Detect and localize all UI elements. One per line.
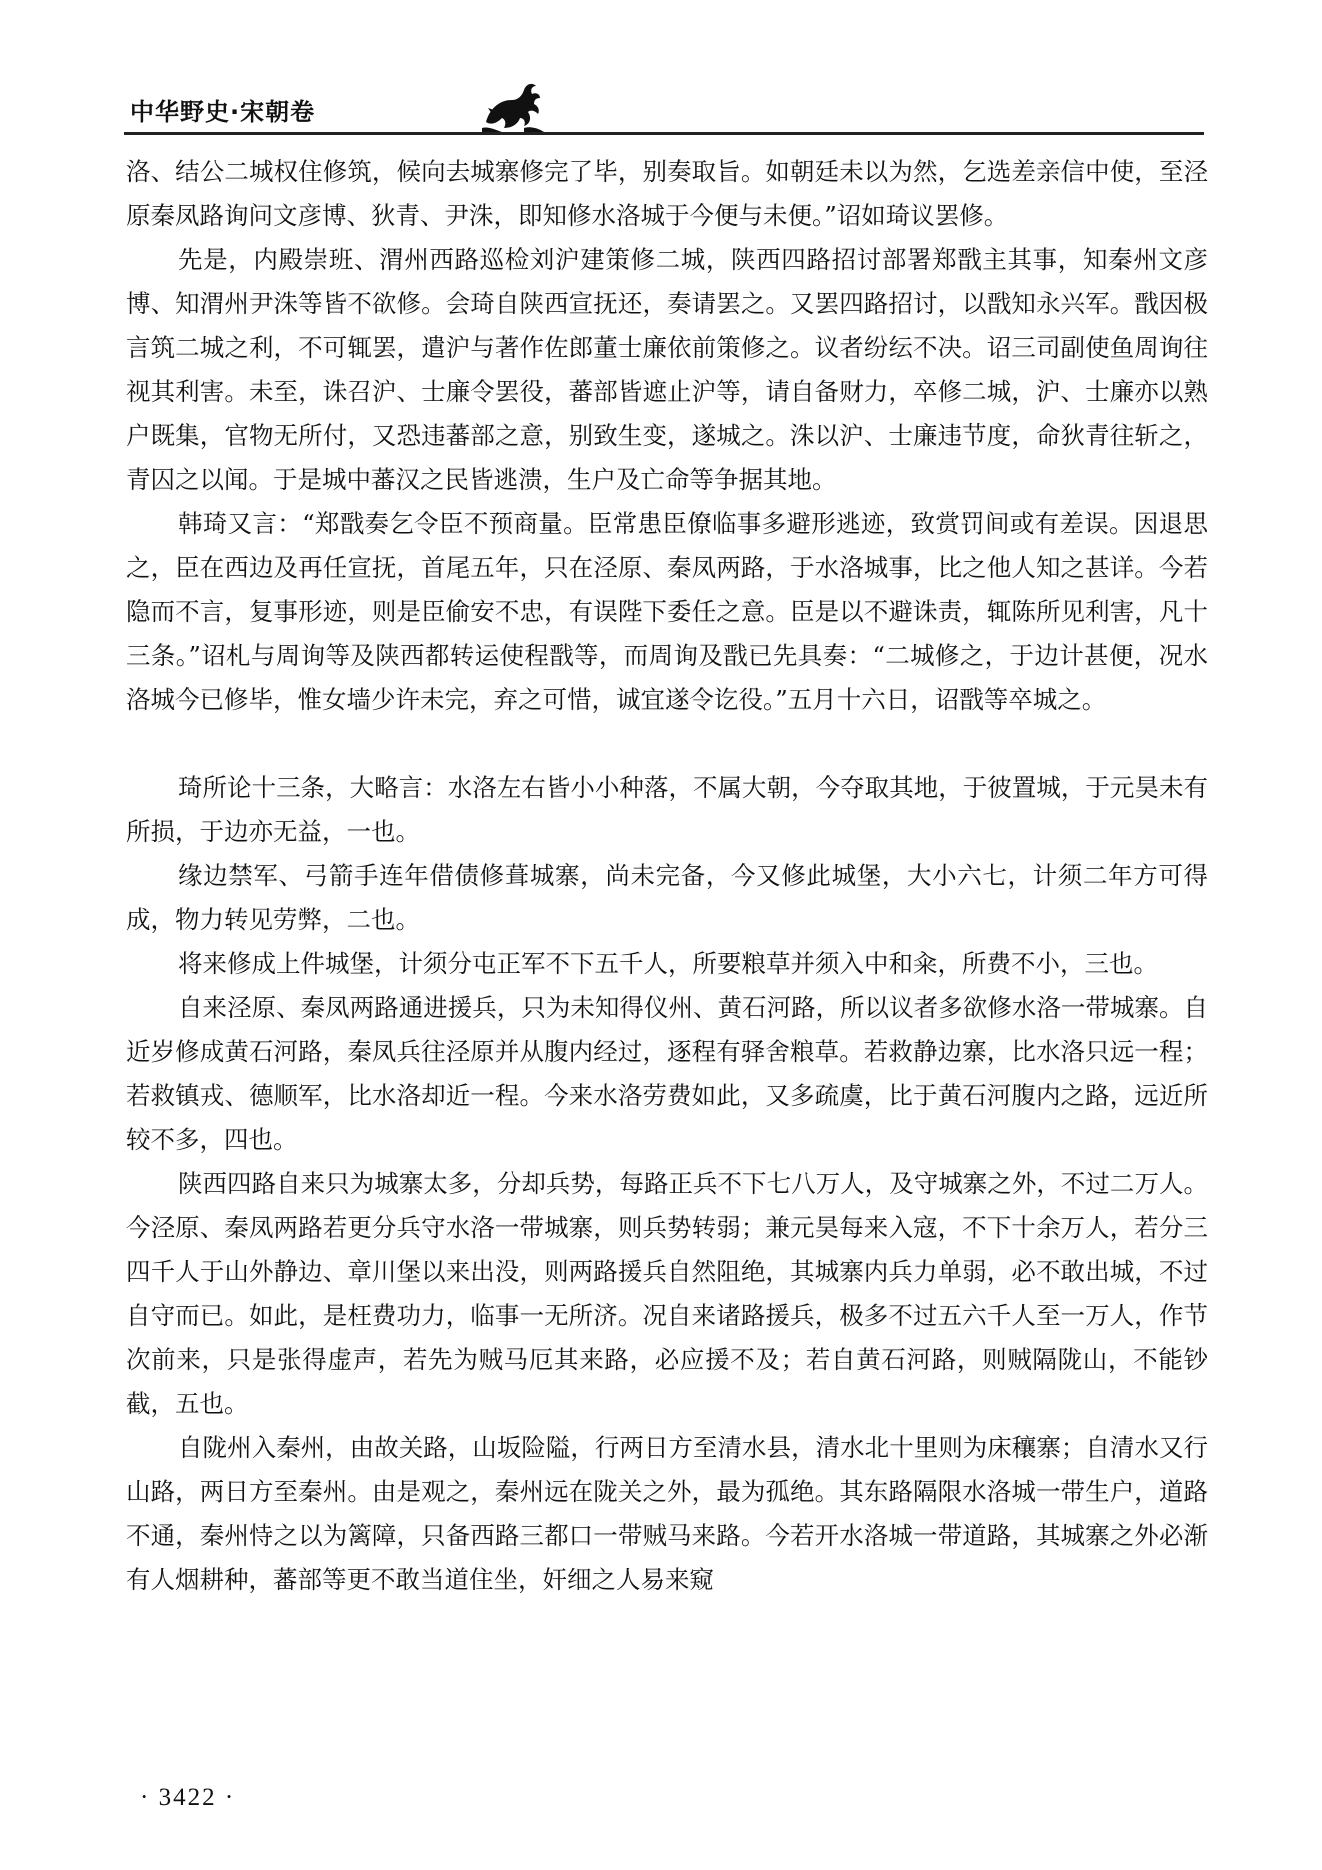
paragraph: 自陇州入秦州，由故关路，山坂险隘，行两日方至清水县，清水北十里则为床穰寨；自清水又行山路，两日方至秦州。由是观之，秦州远在陇关之外，最为孤绝。其东路隔限水洛城一带生户，道路不通，秦州恃之以为篱障，只备西路三都口一带贼马来路。今若开水洛城一带道路，其城寨之外必渐有人烟耕种，蕃部等更不敢当道住坐，奸细之人易来窥: [126, 1433, 1208, 1594]
page-number: · 3422 ·: [140, 1784, 236, 1811]
paragraph: 自来泾原、秦凤两路通进援兵，只为未知得仪州、黄石河路，所以议者多欲修水洛一带城寨。自近岁修成黄石河路，秦凤兵往泾原并从腹内经过，逐程有驿舍粮草。若救静边寨，比水洛只远一程；若救镇戎、德顺军，比水洛却近一程。今来水洛劳费如此，又多疏虞，比于黄石河腹内之路，远近所较不多，四也。: [126, 993, 1208, 1154]
paragraph: 琦所论十三条，大略言：水洛左右皆小小种落，不属大朝，今夺取其地，于彼置城，于元昊未有所损，于边亦无益，一也。: [126, 773, 1208, 846]
page-header: [124, 78, 1204, 144]
paragraph: 缘边禁军、弓箭手连年借债修葺城寨，尚未完备，今又修此城堡，大小六七，计须二年方可得成，物力转见劳弊，二也。: [126, 861, 1208, 934]
paragraph: 先是，内殿崇班、渭州西路巡检刘沪建策修二城，陕西四路招讨部署郑戬主其事，知秦州文彦博、知渭州尹洙等皆不欲修。会琦自陕西宣抚还，奏请罢之。又罢四路招讨，以戬知永兴军。戬因极言筑二城之利，不可辄罢，遣沪与著作佐郎董士廉依前策修之。议者纷纭不决。诏三司副使鱼周询往视其利害。未至，诛召沪、士廉令罢役，蕃部皆遮止沪等，请自备财力，卒修二城，沪、士廉亦以熟户既集，官物无所付，又恐违蕃部之意，别致生变，遂城之。洙以沪、士廉违节度，命狄青往斩之，青囚之以闻。于是城中蕃汉之民皆逃溃，生户及亡命等争据其地。: [126, 245, 1208, 494]
paragraph: 韩琦又言：“郑戬奏乞令臣不预商量。臣常患臣僚临事多避形逃迹，致赏罚间或有差误。因退思之，臣在西边及再任宣抚，首尾五年，只在泾原、秦凤两路，于水洛城事，比之他人知之甚详。今若隐而不言，复事形迹，则是臣偷安不忠，有误陛下委任之意。臣是以不避诛责，辄陈所见利害，凡十三条。”诏札与周询等及陕西都转运使程戬等，而周询及戬已先具奏：“二城修之，于边计甚便，况水洛城今已修毕，惟女墙少许未完，弃之可惜，诚宜遂令讫役。”五月十六日，诏戬等卒城之。: [126, 509, 1208, 714]
paragraph: 将来修成上件城堡，计须分屯正军不下五千人，所要粮草并须入中和籴，所费不小，三也。: [178, 949, 1158, 978]
section-break: [126, 722, 1208, 766]
dragon-emblem-icon: [478, 78, 550, 136]
page-body: [126, 150, 1208, 1602]
header-divider: [124, 132, 1204, 135]
book-title: 中华野史·宋朝卷: [130, 98, 316, 126]
paragraph: 陕西四路自来只为城寨太多，分却兵势，每路正兵不下七八万人，及守城寨之外，不过二万人。今泾原、秦凤两路若更分兵守水洛一带城寨，则兵势转弱；兼元昊每来入寇，不下十余万人，若分三四千人于山外静边、章川堡以来出没，则两路援兵自然阻绝，其城寨内兵力单弱，必不敢出城，不过自守而已。如此，是枉费功力，临事一无所济。况自来诸路援兵，极多不过五六千人至一万人，作节次前来，只是张得虚声，若先为贼马厄其来路，必应援不及；若自黄石河路，则贼隔陇山，不能钞截，五也。: [126, 1169, 1208, 1418]
paragraph: 洛、结公二城权住修筑，候向去城寨修完了毕，别奏取旨。如朝廷未以为然，乞选差亲信中使，至泾原秦凤路询问文彦博、狄青、尹洙，即知修水洛城于今便与未便。”诏如琦议罢修。: [126, 157, 1208, 230]
